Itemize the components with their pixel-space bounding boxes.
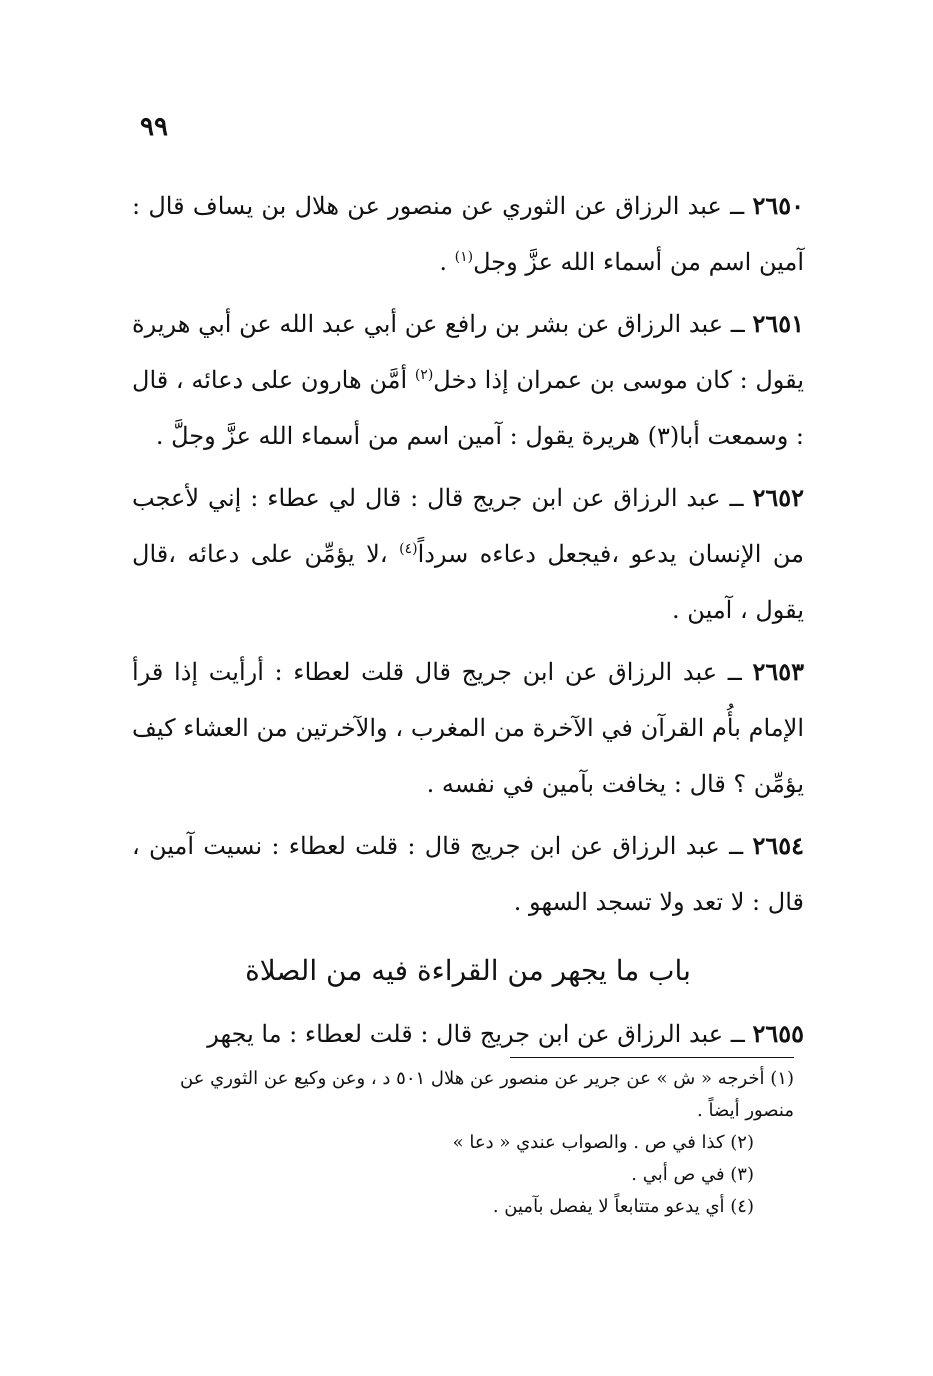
footnote-ref: (١) — [454, 249, 474, 265]
hadith-text: ــ عبد الرزاق عن ابن جريج قال : قال لي عطاء : إني لأعجب من الإنسان يدعو ،فيجعل دعاءه سرداً — [132, 484, 804, 568]
page-body — [132, 178, 804, 1068]
hadith-number: ٢٦٥٥ — [752, 1019, 804, 1048]
page-number: ٩٩ — [140, 112, 168, 142]
footnote-1: (١) أخرجه « ش » عن جرير عن منصور عن هلال ٥٠١ د ، وعن وكيع عن الثوري عن منصور أيضاً . — [180, 1068, 794, 1121]
hadith-2655 — [132, 1006, 804, 1062]
footnote-2: (٢) كذا في ص . والصواب عندي « دعا » — [452, 1132, 754, 1153]
hadith-tail: أمَّن هارون على دعائه ، قال : وسمعت أبا(٣) هريرة يقول : آمين اسم من أسماء الله عزَّ وجلَّ . — [132, 366, 804, 450]
hadith-number: ٢٦٥٢ — [752, 483, 804, 512]
hadith-2651 — [132, 296, 804, 464]
hadith-text: ــ عبد الرزاق عن ابن جريج قال : قلت لعطاء : ما يجهر — [207, 1020, 753, 1048]
hadith-tail: ،لا يؤمِّن على دعائه ،قال يقول ، آمين . — [132, 540, 804, 624]
footnote-ref: (٢) — [414, 367, 434, 383]
hadith-number: ٢٦٥٤ — [752, 831, 804, 860]
hadith-2652 — [132, 470, 804, 638]
footnote-3: (٣) في ص أبي . — [631, 1164, 754, 1185]
footnotes — [128, 1063, 794, 1223]
hadith-text: ــ عبد الرزاق عن ابن جريج قال قلت لعطاء : أرأيت إذا قرأ الإمام بأُم القرآن في الآخرة من المغرب ، والآخرتين من العشاء كيف يؤمِّن ؟ قال : يخافت بآمين في نفسه . — [132, 658, 804, 798]
hadith-number: ٢٦٥١ — [752, 309, 805, 338]
hadith-tail: . — [439, 248, 455, 276]
footnote-4: (٤) أي يدعو متتابعاً لا يفصل بآمين . — [492, 1196, 754, 1217]
chapter-title: باب ما يجهر من القراءة فيه من الصلاة — [245, 954, 691, 987]
hadith-2653 — [132, 644, 804, 812]
footnote-ref: (٤) — [399, 541, 418, 557]
hadith-text: ــ عبد الرزاق عن ابن جريج قال : قلت لعطاء : نسيت آمين ، قال : لا تعد ولا تسجد السهو . — [132, 832, 804, 916]
hadith-text: ــ عبد الرزاق عن الثوري عن منصور عن هلال بن يساف قال : آمين اسم من أسماء الله عزَّ وجل — [132, 192, 804, 276]
hadith-number: ٢٦٥٠ — [752, 191, 804, 220]
hadith-2654 — [132, 818, 804, 930]
footnote-divider — [510, 1057, 794, 1058]
hadith-text: ــ عبد الرزاق عن بشر بن رافع عن أبي عبد الله عن أبي هريرة يقول : كان موسى بن عمران إذا دخل — [132, 310, 805, 394]
hadith-number: ٢٦٥٣ — [752, 657, 804, 686]
hadith-2650 — [132, 178, 804, 290]
